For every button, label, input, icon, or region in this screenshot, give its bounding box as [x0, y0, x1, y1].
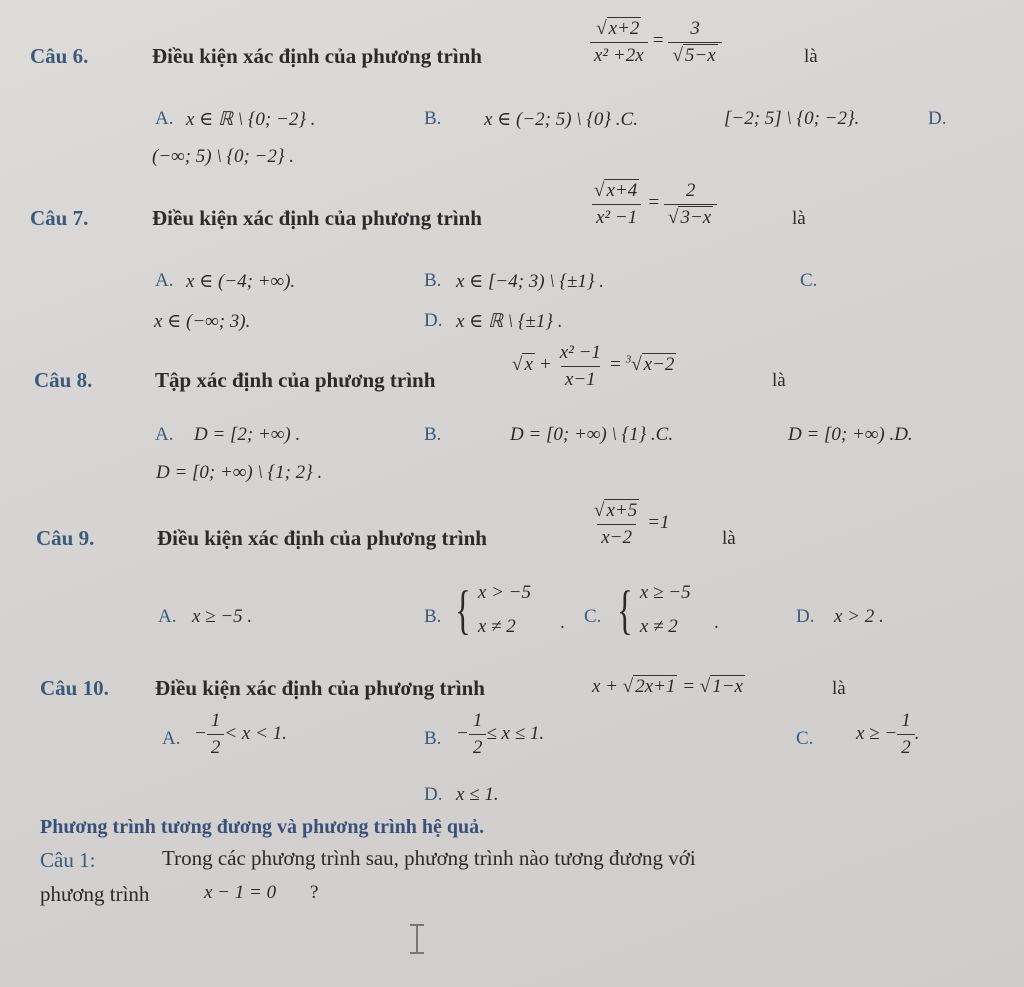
q9-label: Câu 9.: [36, 526, 95, 550]
q7-d-text: x ∈ ℝ \ {±1} .: [456, 311, 563, 332]
q7-d-label: D.: [424, 310, 443, 331]
q9-d-label: D.: [796, 606, 815, 627]
q8-b-label: B.: [424, 424, 442, 445]
q10-b-expr: − $\frac{1}{2}$ ≤ x ≤ 1.: [456, 710, 545, 758]
q6-a-text: x ∈ ℝ \ {0; −2} .: [186, 109, 316, 130]
q10-c-expr: x ≥ − $\frac{1}{2}$ .: [856, 710, 920, 758]
q6-d-text: (−∞; 5) \ {0; −2} .: [152, 146, 294, 167]
section-q1-text2: phương trình: [40, 882, 150, 906]
q8-c-text: D = [0; +∞) .D.: [788, 424, 913, 445]
q10-d-label: D.: [424, 784, 443, 805]
q7-equation: $\frac{√ x+4}{\text{x² −1}}$ = $\frac{2}{√ 3-x}$: [590, 180, 717, 229]
q8-d-text: D = [0; +∞) \ {1; 2} .: [156, 462, 323, 483]
q10-label: Câu 10.: [40, 676, 109, 700]
q10-equation: x + √ 2x+1 = √ 1−x: [592, 676, 743, 697]
q8-tail: là: [772, 370, 786, 391]
q9-a-label: A.: [158, 606, 177, 627]
q6-tail: là: [804, 46, 818, 67]
q7-a-label: A.: [155, 270, 174, 291]
q9-c-system: { x ≥ −5 x ≠ 2: [617, 580, 691, 640]
q10-d-text: x ≤ 1.: [456, 784, 499, 805]
q10-b-label: B.: [424, 728, 442, 749]
q6-equation: $\frac{√ x+2}{\text{x² +2x}}$ = $\frac{3}{√ 5-x}$: [590, 18, 722, 67]
q10-a-expr: − $\frac{1}{2}$ < x < 1.: [194, 710, 287, 758]
q8-a-text: D = [2; +∞) .: [194, 424, 301, 445]
section-q1-text: Trong các phương trình sau, phương trình nào tương đương với: [162, 846, 696, 870]
q8-label: Câu 8.: [34, 368, 93, 392]
q8-b-text: D = [0; +∞) \ {1} .C.: [510, 424, 674, 445]
q7-label: Câu 7.: [30, 206, 89, 230]
q6-b-text: x ∈ (−2; 5) \ {0} .C.: [484, 109, 638, 130]
section-q1-qmark: ?: [310, 882, 319, 903]
q7-text: Điều kiện xác định của phương trình: [152, 206, 482, 230]
q9-c-label: C.: [584, 606, 602, 627]
q9-b-sep: .: [560, 612, 565, 633]
q10-a-label: A.: [162, 728, 181, 749]
q9-b-label: B.: [424, 606, 442, 627]
q9-d-text: x > 2 .: [834, 606, 884, 627]
q10-text: Điều kiện xác định của phương trình: [155, 676, 485, 700]
q9-c-sep: .: [714, 612, 719, 633]
q7-a-text: x ∈ (−4; +∞).: [186, 271, 296, 292]
q7-tail: là: [792, 208, 806, 229]
section-q1-label: Câu 1:: [40, 848, 96, 872]
q6-text: Điều kiện xác định của phương trình: [152, 44, 482, 68]
q7-c-text: x ∈ (−∞; 3).: [154, 311, 251, 332]
q6-label: Câu 6.: [30, 44, 89, 68]
q9-tail: là: [722, 528, 736, 549]
section-q1-expr: x − 1 = 0: [204, 882, 277, 903]
q6-a-label: A.: [155, 108, 174, 129]
q6-b-label: B.: [424, 108, 442, 129]
q8-a-label: A.: [155, 424, 174, 445]
q9-equation: $\frac{√ x+5}{x-2}$ =1: [594, 500, 670, 548]
q10-c-label: C.: [796, 728, 814, 749]
q9-text: Điều kiện xác định của phương trình: [157, 526, 487, 550]
section-heading: Phương trình tương đương và phương trình hệ quả.: [40, 816, 485, 838]
q10-tail: là: [832, 678, 846, 699]
q7-b-text: x ∈ [−4; 3) \ {±1} .: [456, 271, 605, 292]
q9-b-system: { x > −5 x ≠ 2: [455, 580, 531, 640]
q8-text: Tập xác định của phương trình: [155, 368, 436, 392]
text-cursor-icon: [406, 922, 428, 956]
q9-a-text: x ≥ −5 .: [192, 606, 253, 627]
q7-c-label: C.: [800, 270, 818, 291]
q6-d-label: D.: [928, 108, 947, 129]
q8-equation: √ x + $\frac{\text{x² −1}}{x-1}$ = $^3$√ x−2: [512, 342, 675, 390]
q7-b-label: B.: [424, 270, 442, 291]
q6-c-text: [−2; 5] \ {0; −2}.: [724, 108, 860, 129]
